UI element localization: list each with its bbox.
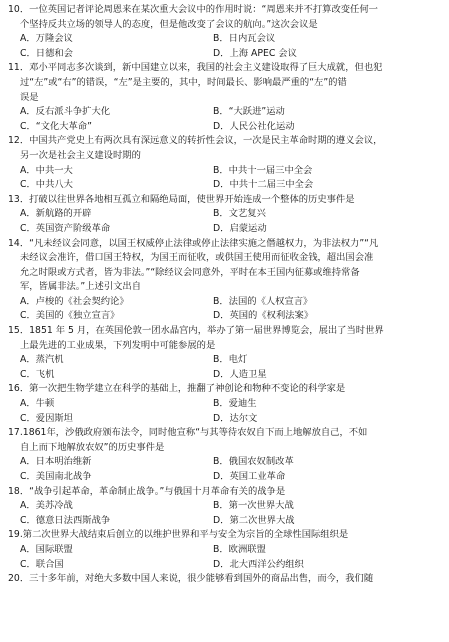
options-row (8, 412, 439, 427)
options-row (8, 47, 439, 62)
question-stem: 19.第二次世界大战结束后创立的以维护世界和平与安全为宗旨的全球性国际组织是 (8, 529, 349, 541)
question-stem: 15．1851 年 5 月，在英国伦敦一团水晶宫内，举办了第一届世界博览会，展出了当时世界 (8, 325, 384, 337)
question-stem-continued: 另一次是社会主义建设时期的 (20, 149, 141, 161)
answer-option: D．人造卫星 (213, 368, 267, 380)
options-row (8, 499, 439, 514)
answer-option: A．万隆会议 (20, 33, 73, 45)
answer-option: A．蒸汽机 (20, 354, 64, 366)
question-20 (8, 572, 439, 587)
question-stem: 17.1861年，沙俄政府颁布法令，同时他宣称“与其等待农奴自下而上地解放自己，不如 (8, 427, 368, 439)
options-row (8, 514, 439, 529)
answer-option: D．英国的《权利法案》 (213, 310, 314, 322)
options-row (8, 120, 439, 135)
options-row (8, 207, 439, 222)
question-stem: 14．“凡未经议会同意，以国王权威停止法律或停止法律实施之僭越权力，为非法权力”“凡 (8, 237, 379, 249)
options-row (8, 32, 439, 47)
options-row (8, 455, 439, 470)
answer-option: D．人民公社化运动 (213, 120, 295, 132)
answer-option: C．“文化大革命” (20, 120, 92, 132)
answer-option: B．“大跃进”运动 (213, 106, 285, 118)
answer-option: A．反右派斗争扩大化 (20, 106, 111, 118)
question-18 (8, 485, 439, 529)
options-row (8, 397, 439, 412)
question-stem: 18．“战争引起革命，革命制止战争。”与俄国十月革命有关的战争是 (8, 485, 286, 497)
question-stem-continued: 过“左”或“右”的错误，“左”是主要的，其中，时间最长、影响最严重的“左”的错 (20, 76, 347, 88)
options-row (8, 295, 439, 310)
question-13 (8, 193, 439, 237)
question-16 (8, 382, 439, 426)
answer-option: C．飞机 (20, 368, 55, 380)
question-stem: 16．第一次把生物学建立在科学的基础上，推翻了神创论和物种不变论的科学家是 (8, 383, 346, 395)
question-14 (8, 237, 439, 325)
question-stem: 12．中国共产党史上有两次具有深远意义的转折性会议，一次是民主革命时期的遵义会议， (8, 135, 383, 147)
question-stem: 13．打破以往世界各地相互孤立和隔绝局面，使世界开始连成一个整体的历史事件是 (8, 193, 355, 205)
answer-option: C．中共八大 (20, 179, 73, 191)
question-19 (8, 528, 439, 572)
answer-option: B．爱迪生 (213, 398, 257, 410)
question-11 (8, 61, 439, 134)
options-row (8, 558, 439, 573)
options-row (8, 470, 439, 485)
answer-option: B．俄国农奴制改革 (213, 456, 294, 468)
question-stem: 20．三十多年前，对绝大多数中国人来说，很少能够看到国外的商品出售，而今，我们随 (8, 573, 374, 585)
answer-option: C．美国的《独立宣言》 (20, 310, 120, 322)
question-stem: 11．邓小平同志多次谈到，新中国建立以来，我国的社会主义建设取得了巨大成就，但也犯 (8, 62, 383, 74)
options-row (8, 164, 439, 179)
options-row (8, 178, 439, 193)
answer-option: C．英国资产阶级革命 (20, 222, 111, 234)
answer-option: A．卢梭的《社会契约论》 (20, 295, 129, 307)
answer-option: B．日内瓦会议 (213, 33, 276, 45)
question-stem-continued: 误是 (20, 91, 39, 103)
question-15 (8, 324, 439, 382)
answer-option: B．法国的《人权宣言》 (213, 295, 313, 307)
answer-option: C．爱因斯坦 (20, 412, 73, 424)
options-row (8, 222, 439, 237)
question-stem-continued: 军，皆属非法。”上述引文出自 (20, 281, 142, 293)
answer-option: A．牛顿 (20, 398, 55, 410)
answer-option: B．文艺复兴 (213, 208, 266, 220)
answer-option: A．中共一大 (20, 164, 73, 176)
answer-option: B．第一次世界大战 (213, 500, 294, 512)
options-row (8, 368, 439, 383)
question-17 (8, 426, 439, 484)
answer-option: A．新航路的开辟 (20, 208, 92, 220)
answer-option: A．国际联盟 (20, 543, 73, 555)
answer-option: D．启蒙运动 (213, 222, 267, 234)
options-row (8, 543, 439, 558)
answer-option: C．联合国 (20, 558, 64, 570)
options-row (8, 309, 439, 324)
answer-option: A．日本明治维新 (20, 456, 92, 468)
question-10 (8, 3, 439, 61)
answer-option: D．达尔文 (213, 412, 258, 424)
question-stem-continued: 未经议会准许，借口国王特权，为国王而征收，或供国王使用而征收金钱，超出国会准 (20, 252, 374, 264)
question-stem-continued: 自上而下地解放农奴”的历史事件是 (20, 441, 165, 453)
answer-option: B．欧洲联盟 (213, 543, 266, 555)
answer-option: D．上海 APEC 会议 (213, 47, 297, 59)
answer-option: D．北大西洋公约组织 (213, 558, 304, 570)
answer-option: D．第二次世界大战 (213, 514, 295, 526)
answer-option: B．中共十一届三中全会 (213, 164, 313, 176)
options-row (8, 105, 439, 120)
options-row (8, 353, 439, 368)
question-stem: 10．一位英国记者评论周恩来在某次重大会议中的作用时说：“周恩来并不打算改变任何一 (8, 4, 378, 15)
answer-option: A．美苏冷战 (20, 500, 73, 512)
answer-option: D．英国工业革命 (213, 471, 286, 482)
question-stem-continued: 允之时限或方式者，皆为非法。”“除经议会同意外，平时在本王国内征募或维持常备 (20, 266, 360, 278)
question-12 (8, 134, 439, 192)
answer-option: D．中共十二届三中全会 (213, 179, 314, 191)
answer-option: C．日德和会 (20, 47, 73, 59)
answer-option: C．德意日法西斯战争 (20, 514, 111, 526)
question-stem-continued: 个坚持反共立场的领导人的态度，但是他改变了会议的航向。”这次会议是 (20, 18, 318, 30)
answer-option: C．美国南北战争 (20, 471, 92, 482)
question-stem-continued: 上最先进的工业成果，下列发明中可能参展的是 (20, 339, 216, 351)
answer-option: B．电灯 (213, 354, 248, 366)
